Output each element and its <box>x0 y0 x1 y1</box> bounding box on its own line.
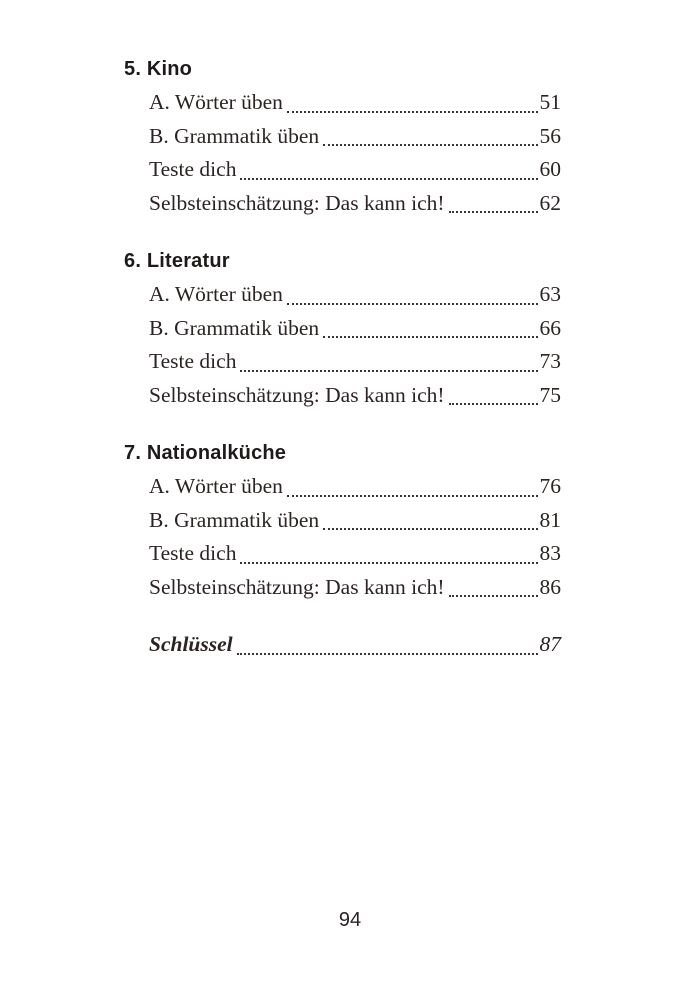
toc-entry-label: Selbsteinschätzung: Das kann ich! <box>149 574 445 599</box>
toc-entry <box>124 345 561 379</box>
toc-section <box>124 244 561 412</box>
toc-entry <box>124 571 561 605</box>
page-footer <box>0 909 700 932</box>
toc-entry-label: Teste dich <box>149 349 237 373</box>
section-heading: 7. Nationalküche <box>124 442 287 464</box>
dot-leader <box>323 336 537 338</box>
toc-entry <box>124 120 561 154</box>
page-number: 94 <box>338 909 362 931</box>
toc-entry <box>124 153 561 187</box>
toc-section <box>124 436 561 604</box>
toc-entry <box>124 86 561 120</box>
dot-leader <box>323 528 537 530</box>
toc-entry <box>124 628 561 662</box>
toc-entry-label: B. Grammatik üben <box>149 507 320 532</box>
toc-entry-page-number: 86 <box>539 574 561 599</box>
dot-leader <box>240 562 537 564</box>
toc-entry-label: A. Wörter üben <box>149 90 283 114</box>
toc-entry-label: Teste dich <box>149 541 237 565</box>
toc-entry-page-number: 76 <box>539 474 561 498</box>
toc-entry-label: Selbsteinschätzung: Das kann ich! <box>149 382 445 407</box>
toc-entry-page-number: 60 <box>539 157 561 181</box>
dot-leader <box>240 178 537 180</box>
toc-entry <box>124 504 561 538</box>
toc-entry-label: Selbsteinschätzung: Das kann ich! <box>149 190 445 215</box>
dot-leader <box>237 653 538 655</box>
toc-section <box>124 52 561 220</box>
toc-entry-page-number: 87 <box>539 632 561 656</box>
toc-entry-page-number: 62 <box>539 190 561 215</box>
section-heading: 6. Literatur <box>124 250 230 272</box>
dot-leader <box>287 111 538 113</box>
table-of-contents <box>124 52 561 662</box>
toc-entry <box>124 278 561 312</box>
toc-entry <box>124 379 561 413</box>
toc-entry-label: A. Wörter üben <box>149 474 283 498</box>
dot-leader <box>287 303 538 305</box>
toc-entry-page-number: 73 <box>539 349 561 373</box>
toc-entry-page-number: 56 <box>539 123 561 148</box>
toc-entry-label: B. Grammatik üben <box>149 123 320 148</box>
toc-entry-page-number: 66 <box>539 315 561 340</box>
toc-entry-page-number: 83 <box>539 541 561 565</box>
toc-entry-label: A. Wörter üben <box>149 282 283 306</box>
toc-entry-page-number: 63 <box>539 282 561 306</box>
dot-leader <box>449 595 538 597</box>
dot-leader <box>449 403 538 405</box>
toc-entry <box>124 470 561 504</box>
toc-entry <box>124 537 561 571</box>
toc-entry-page-number: 75 <box>539 382 561 407</box>
dot-leader <box>240 370 537 372</box>
dot-leader <box>287 495 538 497</box>
dot-leader <box>449 211 538 213</box>
toc-entry-page-number: 81 <box>539 507 561 532</box>
toc-entry <box>124 187 561 221</box>
toc-entry-label: B. Grammatik üben <box>149 315 320 340</box>
toc-entry-page-number: 51 <box>539 90 561 114</box>
toc-entry-label: Teste dich <box>149 157 237 181</box>
toc-entry-label: Schlüssel <box>149 632 233 656</box>
toc-entry <box>124 312 561 346</box>
dot-leader <box>323 144 537 146</box>
section-heading: 5. Kino <box>124 58 193 80</box>
